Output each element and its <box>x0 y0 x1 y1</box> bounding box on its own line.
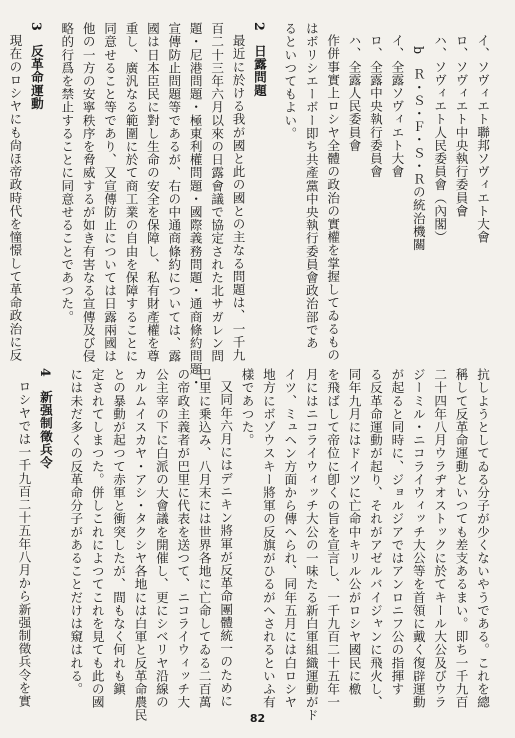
page-number: 82 <box>249 712 266 725</box>
text-line: 作併事實上ロシヤ全體の政治の實權を掌握してゐるもの <box>325 34 341 362</box>
text-line: 重し、廣汎なる範圍に於て商工業の自由を保障することに <box>123 22 139 363</box>
text-line: カルムイスカヤ・アシ・タクシヤ各地には白軍と反革命農民 <box>132 368 148 722</box>
text-line: 略的行爲を禁止することに同意せることであつた。 <box>59 22 75 324</box>
text-line: ロシヤでは一千九百二十五年八月から新强制徵兵令を實 <box>16 380 32 708</box>
section-heading: 2 日露問題 <box>251 22 267 97</box>
text-line: の帝政主義者が巴里に代表を送つて、ニコライウィッチ大 <box>175 368 191 709</box>
text-line: 同意せること等であり、又宣傳防止については日露兩國は <box>102 22 118 363</box>
upper-text-block <box>7 22 493 389</box>
text-line: 最近に於ける我が國と此の國との主なる問題は、一千九 <box>230 34 246 362</box>
text-line: ジーミル・ニコライウィッチ大公等を首領に戴く復辟運動 <box>410 368 426 709</box>
text-line: 公主宰の下に白派の大會議を開催し、更にシベリヤ沿線の <box>153 368 169 709</box>
text-line: が起ると同時に、ジョルジアではアンロニフ公の指揮す <box>389 368 405 696</box>
text-line: イ、全露ソヴィエト大會 <box>389 34 405 179</box>
section-gap <box>47 22 56 340</box>
text-line: を飛ばして帝位に卽くの旨を宣言し、一千九百二十五年一 <box>325 368 341 709</box>
text-line: 國は日本臣民に對し生命の安全を保障し、私有財產權を尊 <box>144 22 160 363</box>
text-line: 地方にボゾウスキー將軍の反旗がひるがへされるといふ有 <box>260 368 276 709</box>
section-gap <box>270 22 279 340</box>
text-line: 月にはニコライウィッチ大公の一味たる新白軍組織運動がド <box>303 368 319 722</box>
text-line: 又同年六月にはデニキン將軍が反革命團體統一のために <box>218 380 234 708</box>
text-line: 他の一方の安寧秩序を脅威するが如き有害なる宣傳及び侵 <box>80 22 96 363</box>
text-line: 稱して反革命運動といつても差支あるまい。即ち一千九百 <box>453 368 469 709</box>
text-line: b Ｒ・Ｓ・Ｆ・Ｓ・Ｒの統治機關 <box>410 46 426 252</box>
text-line: ロ、全露中央執行委員會 <box>367 34 383 179</box>
text-line: 現在のロシヤにも尙ほ帝政時代を憧憬して革命政治に反 <box>7 34 23 362</box>
text-line: との暴動が起つて赤軍と衝突したが、間もなく何れも鎭 <box>111 368 127 696</box>
text-line: イツ、ミュヘン方面から傳へられ、同年五月には白ロシヤ <box>282 368 298 709</box>
section-gap <box>56 368 65 698</box>
text-line: 樣であつた。 <box>239 368 255 447</box>
text-line: 宣傳防止問題等であるが、右の中通商條約については、露 <box>166 22 182 363</box>
text-line: る反革命運動が起り、それがアゼルバイジャンに飛火し、 <box>367 368 383 709</box>
text-line: はボリシエーボー即ち共產黨中央執行委員會政治部であ <box>303 22 319 350</box>
text-line: 二十四年八月ウラヂオストックに於てキール大公及びウラ <box>432 368 448 709</box>
text-line: るといつてもよい。 <box>282 22 298 140</box>
text-line: 題・尼港問題・極東利權問題・國際義務問題・通商條約問題・ <box>187 22 203 389</box>
text-line: イ、ソヴィエト聯邦ソヴィエト大會 <box>475 34 490 244</box>
section-heading: 4 新强制徵兵令 <box>37 368 53 469</box>
text-line: 百二十三年六月以來の日露會議で協定された北サガレン問 <box>209 22 225 363</box>
text-line: 巴里に乗込み、八月末には世界各地に亡命してゐる二百萬 <box>196 368 212 709</box>
text-line: 抗しようとしてゐる分子が少くないやうである。これを總 <box>475 368 490 709</box>
section-heading: 3 反革命運動 <box>28 22 44 110</box>
text-line: ハ、全露人民委員會 <box>346 34 362 152</box>
text-line: ロ、ソヴィエト中央執行委員會 <box>453 34 469 218</box>
text-line: 定されてしまつた。併しこれによつてこれを見ても此の國 <box>89 368 105 709</box>
text-line: 同年九月にはドイツに亡命中キリル公がロシヤ國民に檄 <box>346 368 362 696</box>
text-line: には未だ多くの反革命分子があることだけは窺はれる。 <box>68 368 84 696</box>
text-line: ハ、ソヴィエト人民委員會（內閣） <box>432 34 448 244</box>
